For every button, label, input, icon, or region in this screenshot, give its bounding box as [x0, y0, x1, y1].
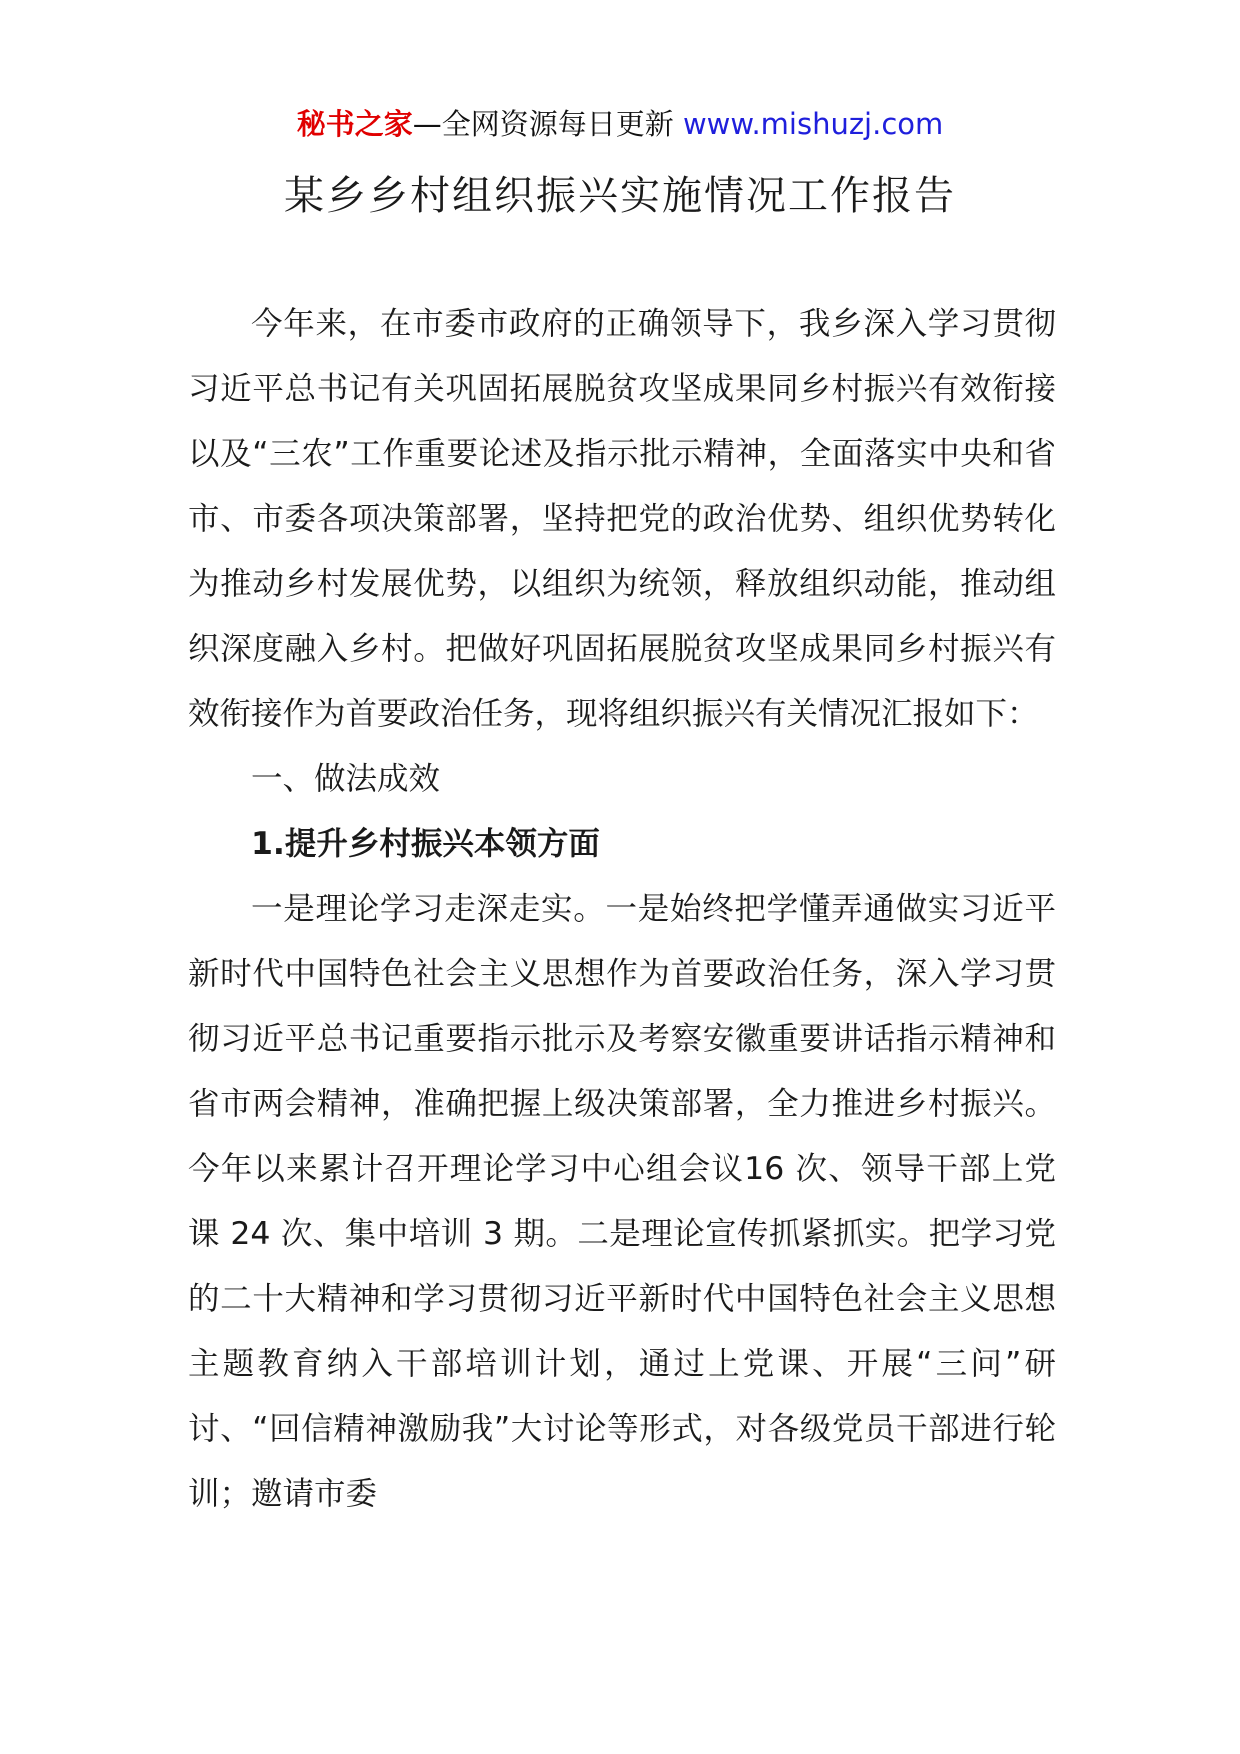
brand-name: 秘书之家	[296, 107, 413, 141]
document-body	[188, 292, 1056, 1527]
subsection-heading: 1.提升乡村振兴本领方面	[251, 826, 600, 862]
document-title: 某乡乡村组织振兴实施情况工作报告	[284, 173, 956, 219]
intro-paragraph: 今年来，在市委市政府的正确领导下，我乡深入学习贯彻习近平总书记有关巩固拓展脱贫攻坚成果同乡村振兴有效衔接以及“三农”工作重要论述及指示批示精神，全面落实中央和省市、市委各项决策部署，坚持把党的政治优势、组织优势转化为推动乡村发展优势，以组织为统领，释放组织动能，推动组织深度融入乡村。把做好巩固拓展脱贫攻坚成果同乡村振兴有效衔接作为首要政治任务，现将组织振兴有关情况汇报如下：	[188, 306, 1056, 732]
site-header	[0, 104, 1240, 144]
section-heading: 一、做法成效	[251, 761, 441, 797]
body-paragraph: 一是理论学习走深走实。一是始终把学懂弄通做实习近平新时代中国特色社会主义思想作为首要政治任务，深入学习贯彻习近平总书记重要指示批示及考察安徽重要讲话指示精神和省市两会精神，准确把握上级决策部署，全力推进乡村振兴。今年以来累计召开理论学习中心组会议16 次、领导干部上党课 24 次、集中培训 3 期。二是理论宣传抓紧抓实。把学习党的二十大精神和学习贯彻习近平新时代中国特色社会主义思想主题教育纳入干部培训计划，通过上党课、开展“三问”研讨、“回信精神激励我”大讨论等形式，对各级党员干部进行轮训；邀请市委	[188, 891, 1056, 1512]
site-url-link[interactable]: www.mishuzj.com	[682, 107, 944, 141]
header-tagline: —全网资源每日更新	[412, 107, 683, 141]
